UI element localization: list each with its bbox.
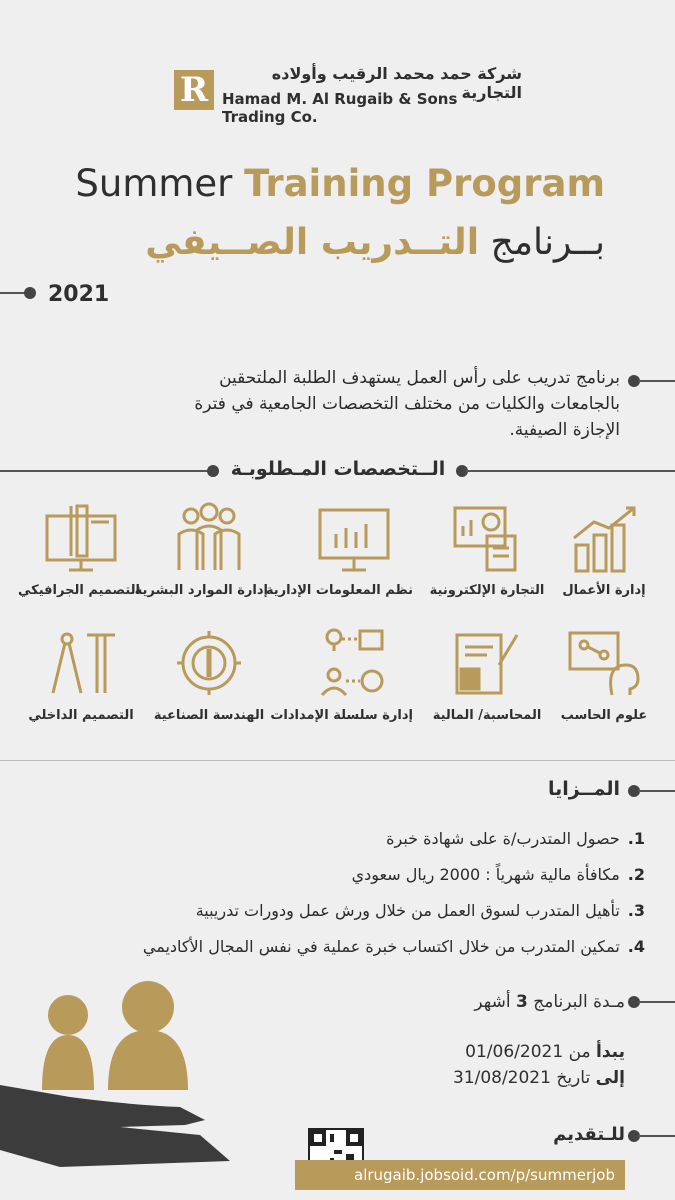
hand-people-illustration (0, 975, 260, 1175)
benefits-line (638, 790, 675, 792)
spec-label: إدارة سلسلة الإمدادات (270, 708, 413, 723)
presentation-icon (314, 500, 394, 575)
duration-label: مـدة البرنامج (533, 992, 625, 1012)
end-word: تاريخ (556, 1068, 591, 1088)
duration-unit: أشهر (474, 992, 511, 1012)
spec-item (545, 625, 663, 723)
title-ar (40, 216, 605, 270)
company-name-ar: شركة حمد محمد الرقيب وأولاده التجارية (271, 64, 522, 102)
title-ar-word2: التــدريب الصــيفي (145, 222, 480, 263)
apply-line (638, 1135, 675, 1137)
computer-science-icon (564, 625, 644, 700)
benefit-text: تمكين المتدرب من خلال اكتساب خبرة عملية في نفس المجال الأكاديمي (142, 937, 620, 956)
start-from: من (568, 1042, 591, 1062)
benefit-num: 3. (627, 901, 645, 920)
benefit-item (85, 936, 645, 958)
spec-line-right (466, 470, 675, 472)
spec-item (270, 625, 413, 723)
benefit-item (85, 828, 645, 850)
bar-chart-icon (564, 500, 644, 575)
spec-item (265, 500, 413, 598)
apply-url[interactable]: alrugaib.jobsoid.com/p/summerjob (295, 1160, 625, 1190)
benefit-item (85, 864, 645, 886)
spec-item (545, 500, 663, 598)
year-dot (24, 287, 36, 299)
benefit-text: تأهيل المتدرب لسوق العمل من خلال ورش عمل ودورات تدريبية (195, 901, 620, 920)
spec-item (18, 500, 140, 598)
spec-label: التجارة الإلكترونية (429, 583, 545, 598)
ecommerce-icon (447, 500, 527, 575)
benefit-num: 1. (627, 829, 645, 848)
compass-ruler-icon (41, 625, 121, 700)
benefits-title: المــزايا (548, 778, 620, 800)
design-monitor-icon (41, 500, 121, 575)
accounting-icon (447, 625, 527, 700)
benefit-text: حصول المتدرب/ة على شهادة خبرة (386, 829, 620, 848)
title-en-word1: Summer (75, 162, 233, 205)
spec-label: التصميم الداخلي (28, 708, 134, 723)
spec-label: نظم المعلومات الإدارية (265, 583, 413, 598)
section-divider (0, 760, 675, 761)
intro-line (638, 380, 675, 382)
benefit-num: 2. (627, 865, 645, 884)
start-date: 01/06/2021 (465, 1042, 564, 1062)
company-logo: R (174, 70, 214, 110)
spec-label: الهندسة الصناعية (153, 708, 265, 723)
spec-item (428, 625, 546, 723)
spec-item (22, 625, 140, 723)
start-date-row (360, 1042, 625, 1062)
apply-title: للـتقديم (553, 1124, 625, 1145)
title-ar-word1: بــرنامج (490, 222, 605, 263)
spec-item (428, 500, 546, 598)
gear-icon (169, 625, 249, 700)
benefit-num: 4. (627, 937, 645, 956)
spec-label: المحاسبة/ المالية (432, 708, 542, 723)
title-en (40, 160, 605, 208)
end-label: إلى (595, 1068, 625, 1088)
spec-label: التصميم الجرافيكي (18, 583, 140, 598)
year-label: 2021 (48, 282, 110, 307)
company-name-en: Hamad M. Al Rugaib & Sons Trading Co. (222, 90, 458, 126)
team-icon (169, 500, 249, 575)
spec-dot-left (207, 465, 219, 477)
spec-label: إدارة الأعمال (562, 583, 646, 598)
duration-value: 3 (516, 992, 528, 1012)
duration-line (638, 1001, 675, 1003)
benefit-item (85, 900, 645, 922)
end-date: 31/08/2021 (452, 1068, 551, 1088)
intro-text: برنامج تدريب على رأس العمل يستهدف الطلبة الملتحقين بالجامعات والكليات من مختلف التخصصات الجامعية في فترة الإجازة الصيفية. (194, 368, 620, 440)
start-label: يبدأ (596, 1042, 625, 1062)
spec-item (150, 625, 268, 723)
supply-chain-icon (314, 625, 394, 700)
spec-line-left (0, 470, 212, 472)
spec-label: إدارة الموارد البشرية (134, 583, 268, 598)
title-en-word2: Training Program (244, 162, 605, 205)
spec-label: علوم الحاسب (560, 708, 648, 723)
spec-item (134, 500, 268, 598)
benefit-text: مكافأة مالية شهرياً : 2000 ريال سعودي (351, 865, 620, 884)
specializations-title: الــتخصصات المـطلوبـة (230, 458, 446, 480)
duration (300, 992, 625, 1012)
end-date-row (360, 1068, 625, 1088)
